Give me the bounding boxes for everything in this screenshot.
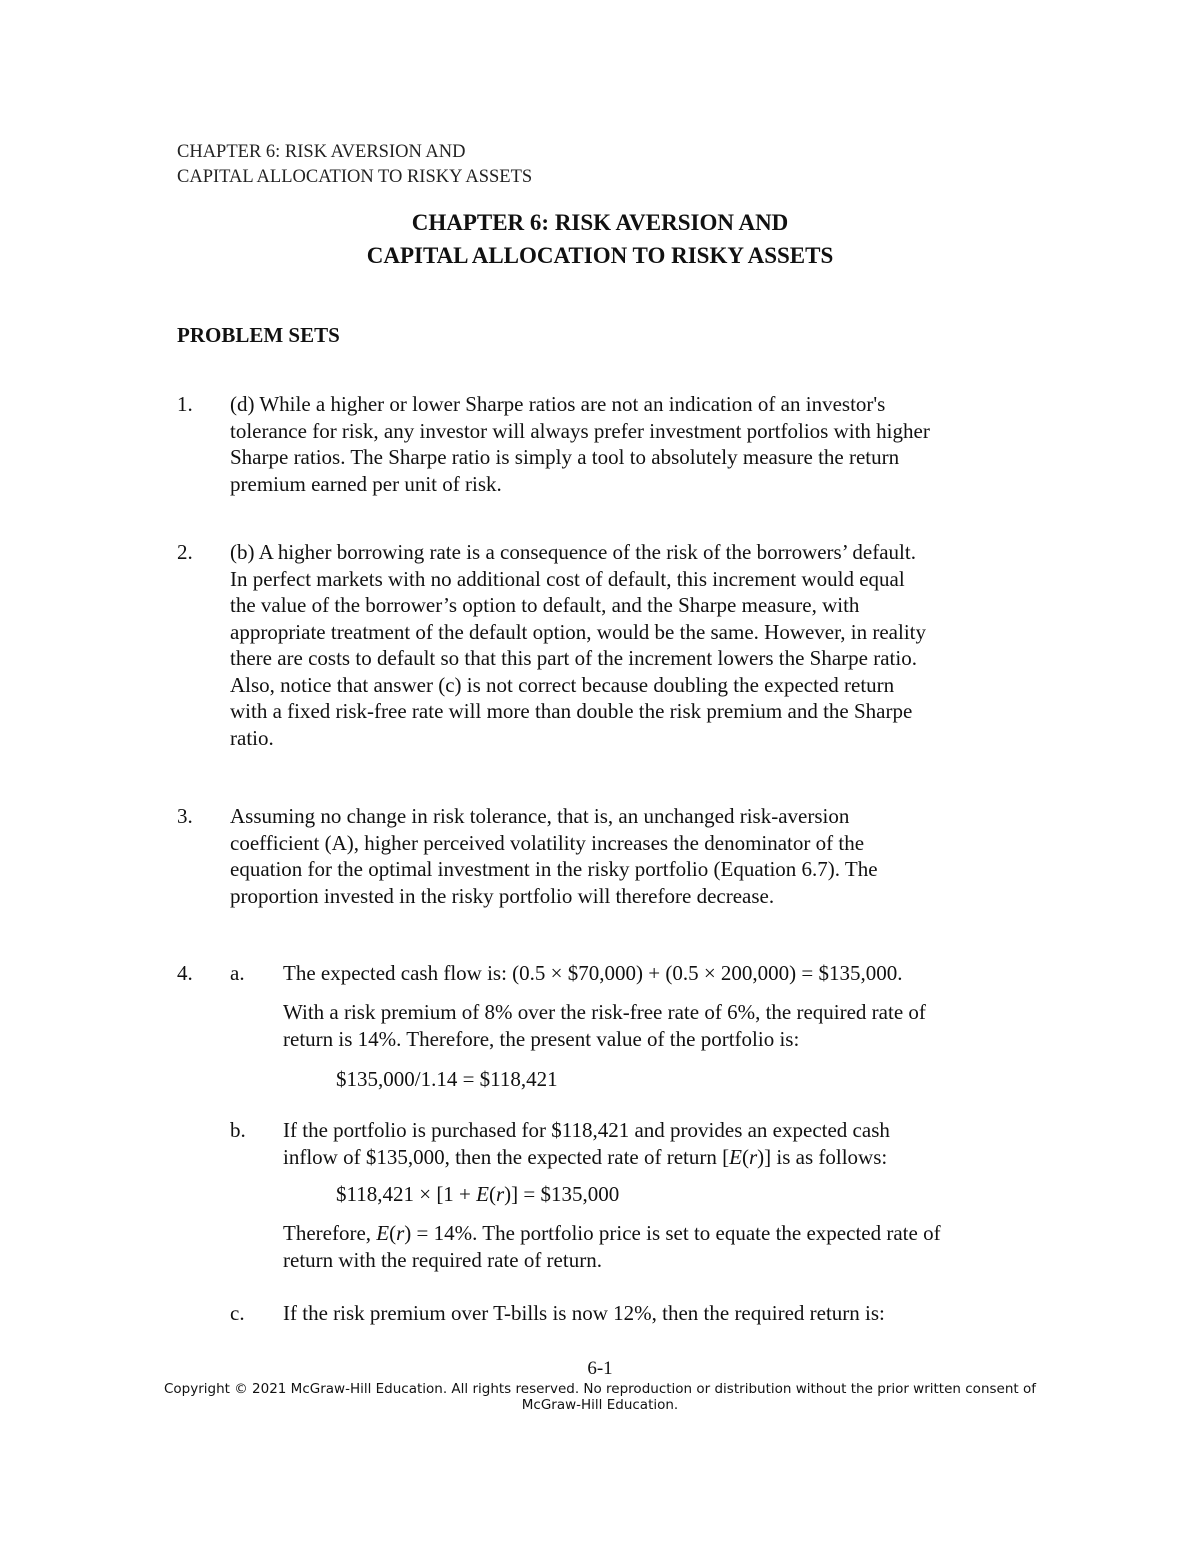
problem-text bbox=[230, 803, 1030, 909]
subpart-text bbox=[283, 1300, 1043, 1327]
math-r: r bbox=[396, 1221, 405, 1245]
subpart-letter: a. bbox=[230, 961, 245, 985]
subpart-text bbox=[283, 1220, 1043, 1273]
text-line: (d) While a higher or lower Sharpe ratios are not an indication of an investor's bbox=[230, 392, 886, 416]
problem-number: 3. bbox=[177, 804, 193, 828]
text-line: the value of the borrower’s option to default, and the Sharpe measure, with bbox=[230, 593, 860, 617]
text-fragment: Therefore, bbox=[283, 1221, 377, 1245]
page-number: 6-1 bbox=[587, 1358, 613, 1379]
problem-text bbox=[230, 539, 1030, 751]
problem-number: 2. bbox=[177, 540, 193, 564]
text-line: equation for the optimal investment in the risky portfolio (Equation 6.7). The bbox=[230, 857, 878, 881]
text-line: Assuming no change in risk tolerance, that is, an unchanged risk-aversion bbox=[230, 804, 850, 828]
text-line: Sharpe ratios. The Sharpe ratio is simply a tool to absolutely measure the return bbox=[230, 445, 900, 469]
problem-text bbox=[230, 391, 1030, 497]
running-header-line-2: CAPITAL ALLOCATION TO RISKY ASSETS bbox=[177, 167, 533, 187]
section-heading: PROBLEM SETS bbox=[177, 323, 340, 347]
math-E: E bbox=[476, 1182, 489, 1206]
subpart-text bbox=[283, 960, 1043, 987]
text-line: The expected cash flow is: (0.5 × $70,000) + (0.5 × 200,000) = $135,000. bbox=[283, 961, 903, 985]
copyright-notice bbox=[0, 1381, 1200, 1413]
problem-number: 4. bbox=[177, 961, 193, 985]
text-line: If the portfolio is purchased for $118,421 and provides an expected cash bbox=[283, 1118, 890, 1142]
math-r: r bbox=[748, 1144, 758, 1169]
text-line: proportion invested in the risky portfolio will therefore decrease. bbox=[230, 883, 775, 908]
text-line: there are costs to default so that this part of the increment lowers the Sharpe ratio. bbox=[230, 646, 917, 670]
text-fragment: $118,421 × [1 + bbox=[336, 1182, 477, 1206]
text-fragment: inflow of $135,000, then the expected rate of return [ bbox=[283, 1144, 730, 1169]
copyright-line-1: Copyright © 2021 McGraw-Hill Education. All rights reserved. No reproduction or distribution without the prior written consent of bbox=[163, 1381, 1036, 1397]
text-fragment: ( bbox=[741, 1144, 749, 1169]
chapter-title-line-2: CAPITAL ALLOCATION TO RISKY ASSETS bbox=[366, 243, 834, 268]
text-line: In perfect markets with no additional cost of default, this increment would equal bbox=[230, 566, 905, 591]
text-fragment: ) = 14%. The portfolio price is set to equate the expected rate of bbox=[404, 1221, 941, 1245]
text-fragment: )] = $135,000 bbox=[504, 1182, 620, 1206]
text-line: return with the required rate of return. bbox=[283, 1247, 602, 1272]
copyright-line-2: McGraw-Hill Education. bbox=[521, 1397, 679, 1413]
text-line: appropriate treatment of the default option, would be the same. However, in reality bbox=[230, 619, 927, 644]
subpart-text bbox=[283, 999, 1043, 1052]
text-fragment: )] is as follows: bbox=[757, 1144, 888, 1169]
chapter-title bbox=[177, 206, 1023, 272]
math-E: E bbox=[376, 1221, 390, 1245]
text-line: (b) A higher borrowing rate is a consequence of the risk of the borrowers’ default. bbox=[230, 540, 916, 564]
text-line: With a risk premium of 8% over the risk-free rate of 6%, the required rate of bbox=[283, 1000, 926, 1024]
math-E: E bbox=[729, 1144, 742, 1169]
subpart-letter: b. bbox=[230, 1118, 246, 1142]
subpart-letter: c. bbox=[230, 1301, 245, 1325]
running-header bbox=[177, 140, 532, 190]
text-line: ratio. bbox=[230, 725, 274, 750]
chapter-title-line-1: CHAPTER 6: RISK AVERSION AND bbox=[411, 210, 789, 235]
text-line: return is 14%. Therefore, the present value of the portfolio is: bbox=[283, 1026, 800, 1051]
text-line: Therefore, E(r) = 14%. The portfolio price is set to equate the expected rate of bbox=[283, 1221, 941, 1245]
running-header-line-1: CHAPTER 6: RISK AVERSION AND bbox=[177, 142, 466, 162]
equation-expected-return: $118,421 × [1 + E(r)] = $135,000 bbox=[336, 1182, 620, 1206]
text-line: with a fixed risk-free rate will more than double the risk premium and the Sharpe bbox=[230, 699, 913, 723]
math-r: r bbox=[495, 1182, 505, 1206]
text-line: premium earned per unit of risk. bbox=[230, 471, 502, 496]
text-line bbox=[283, 1144, 1043, 1171]
text-line: coefficient (A), higher perceived volatility increases the denominator of the bbox=[230, 830, 865, 855]
text-line: Also, notice that answer (c) is not correct because doubling the expected return bbox=[230, 672, 895, 697]
text-line: If the risk premium over T-bills is now 12%, then the required return is: bbox=[283, 1301, 885, 1325]
text-line: tolerance for risk, any investor will always prefer investment portfolios with higher bbox=[230, 418, 930, 443]
equation-present-value: $135,000/1.14 = $118,421 bbox=[336, 1067, 558, 1091]
subpart-text bbox=[283, 1117, 1043, 1170]
problem-number: 1. bbox=[177, 392, 193, 416]
